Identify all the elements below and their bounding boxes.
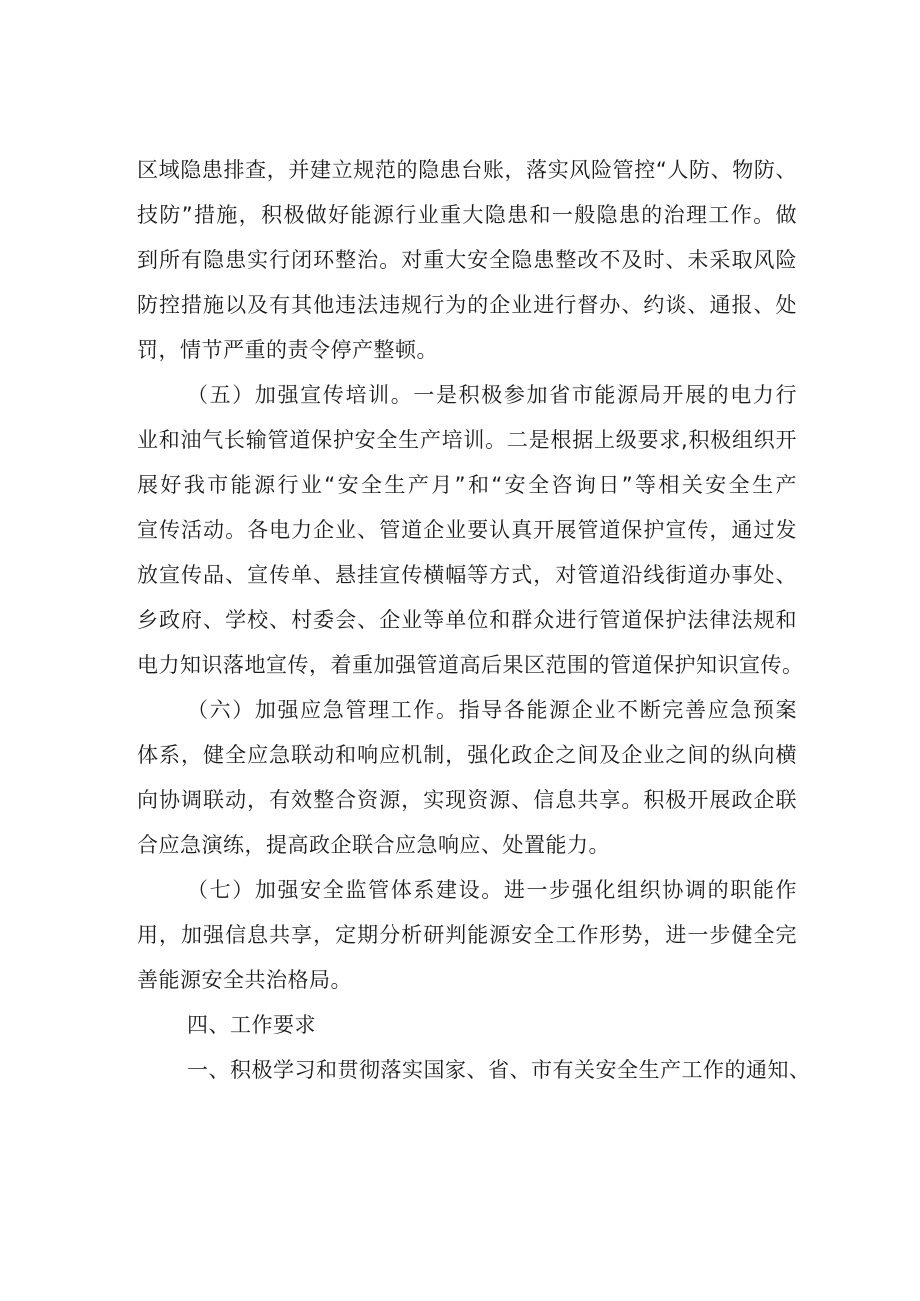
document-body: [137, 148, 811, 1093]
section-heading-line: （五）加强宣传培训。一是积极参加省市能源局开展的电力行: [187, 383, 797, 407]
text-line: 电力知识落地宣传，着重加强管道高后果区范围的管道保护知识宣传。: [137, 653, 804, 677]
text-line: 一、积极学习和贯彻落实国家、省、市有关安全生产工作的通知、: [187, 1058, 811, 1082]
text-line: 合应急演练，提高政企联合应急响应、处置能力。: [137, 833, 610, 857]
text-line: 善能源安全共治格局。: [137, 968, 352, 992]
text-line: 罚，情节严重的责令停产整顿。: [137, 338, 438, 362]
text-line: 技防”措施，积极做好能源行业重大隐患和一般隐患的治理工作。做: [137, 203, 797, 227]
text-line: 区域隐患排查，并建立规范的隐患台账，落实风险管控“人防、物防、: [137, 158, 797, 182]
text-line: 用，加强信息共享，定期分析研判能源安全工作形势，进一步健全完: [137, 923, 797, 947]
text-line: 防控措施以及有其他违法违规行为的企业进行督办、约谈、通报、处: [137, 293, 797, 317]
section-heading-line: （七）加强安全监管体系建设。进一步强化组织协调的职能作: [187, 878, 797, 902]
text-line: 到所有隐患实行闭环整治。对重大安全隐患整改不及时、未采取风险: [137, 248, 797, 272]
section-heading-line: （六）加强应急管理工作。指导各能源企业不断完善应急预案: [187, 698, 797, 722]
chapter-heading: 四、工作要求: [187, 1013, 316, 1037]
text-line: 放宣传品、宣传单、悬挂宣传横幅等方式，对管道沿线街道办事处、: [137, 563, 797, 587]
text-line: 向协调联动，有效整合资源，实现资源、信息共享。积极开展政企联: [137, 788, 797, 812]
text-line: 业和油气长输管道保护安全生产培训。二是根据上级要求,积极组织开: [137, 428, 797, 452]
text-line: 乡政府、学校、村委会、企业等单位和群众进行管道保护法律法规和: [137, 608, 797, 632]
text-line: 展好我市能源行业“安全生产月”和“安全咨询日”等相关安全生产: [137, 473, 797, 497]
text-line: 体系，健全应急联动和响应机制，强化政企之间及企业之间的纵向横: [137, 743, 797, 767]
text-line: 宣传活动。各电力企业、管道企业要认真开展管道保护宣传，通过发: [137, 518, 797, 542]
